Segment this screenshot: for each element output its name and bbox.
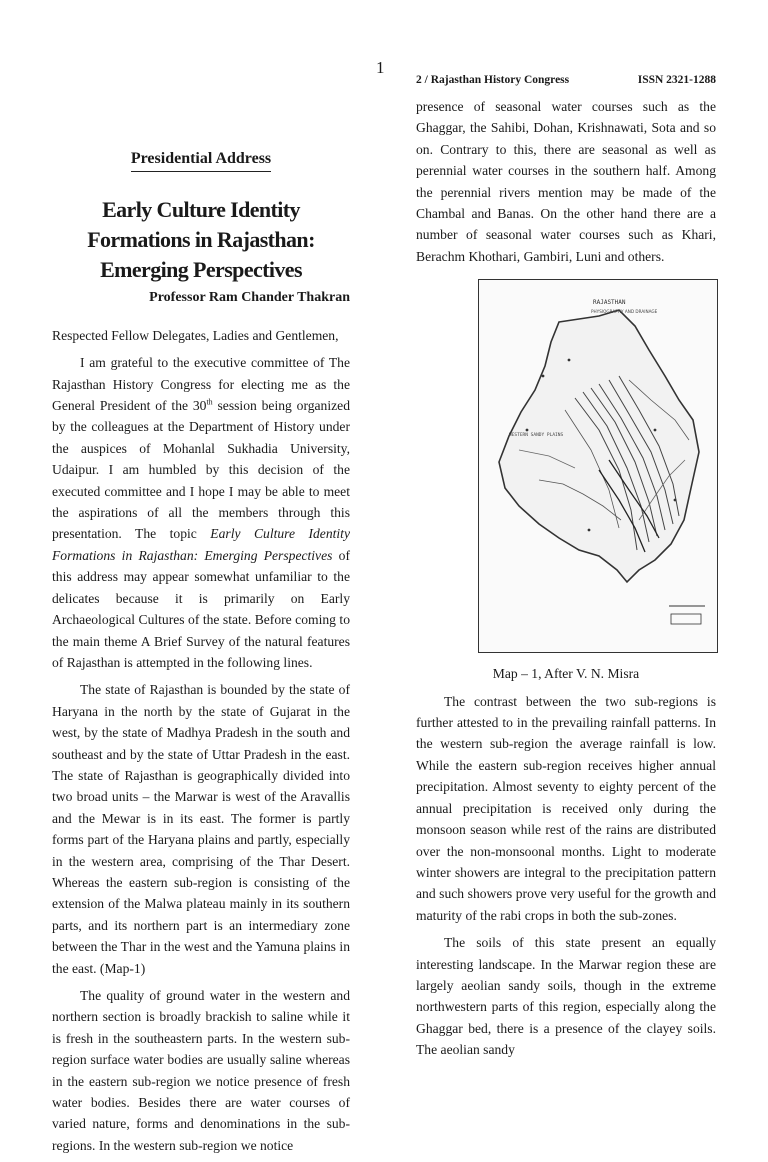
map-subtitle-text: PHYSIOGRAPHY AND DRAINAGE — [591, 309, 658, 315]
running-header — [416, 72, 716, 88]
section-label-text: Presidential Address — [131, 150, 271, 172]
section-label — [52, 148, 350, 169]
paragraph — [52, 352, 350, 673]
running-header-right: ISSN 2321-1288 — [637, 74, 716, 86]
paragraph: The soils of this state present an equally interesting landscape. In the Marwar region these are largely aeolian sandy soils, though in the extreme northwestern parts of this region, especially along the Ghaggar bed, there is a presence of the clayey soils. The aeolian sandy — [416, 935, 716, 1058]
paragraph-text: session being organized by the colleagues at the Department of History under the auspices of Mohanlal Sukhadia University, Udaipur. I am humbled by this decision of the executed committee and I hope I may be able to meet the aspirations of all the members through this presentation. The topic — [52, 398, 350, 542]
map-caption: Map – 1, After V. N. Misra — [492, 666, 640, 682]
paragraph-text: I am grateful to the executive committee of The Rajasthan History Congress for electing me as the General President of the 30 — [52, 355, 350, 414]
left-column — [52, 148, 350, 1162]
rajasthan-map-figure — [478, 279, 718, 653]
paragraph: presence of seasonal water courses such as the Ghaggar, the Sahibi, Dohan, Krishnawati, Sota and so on. Contrary to this, there are seasonal as well as perennial water courses in the southern half. Among the perennial rivers mention may be made of the Chambal and Banas. On the other hand there are a number of seasonal water courses such as Khari, Berachm Khothari, Gambiri, Luni and others. — [416, 99, 716, 264]
paragraph: The state of Rajasthan is bounded by the state of Haryana in the north by the state of Gujarat in the west, by the state of Madhya Pradesh in the south and southeast and by the state of Uttar Pradesh in the east. The state of Rajasthan is geographically divided into two broad units – the Marwar is west of the Aravallis and the Mewar is in its east. The former is partly forms part of the Haryana plains and partly, especially in the western area, comprising of the Thar Desert. Whereas the eastern sub-region is consisting of the extension of the Malwa plateau mainly in its southern parts, and its northern part is an intermediary zone between the Thar in the west and the Yamuna plains in the east. (Map-1) — [52, 682, 350, 976]
paragraph: The contrast between the two sub-regions is further attested to in the prevailing rainfall patterns. In the western sub-region the average rainfall is low. While the eastern sub-region receives higher annual precipitation. Almost seventy to eighty percent of the annual precipitation is received only during the monsoon season while rest of the rains are distributed over the non-monsoonal months. Light to moderate winter showers are integral to the precipitation pattern and such showers prove very useful for the growth and maturity of the rabi crops in both the sub-zones. — [416, 693, 716, 923]
map-title-text: RAJASTHAN — [593, 299, 626, 307]
article-title: Early Culture Identity Formations in Rajasthan: Emerging Perspectives — [87, 197, 315, 283]
map-region-label: WESTERN SANDY PLAINS — [509, 433, 564, 439]
italic-topic: Early Culture Identity Formations in Rajasthan: Emerging Perspectives — [52, 526, 350, 563]
running-header-left: 2 / Rajasthan History Congress — [416, 74, 570, 86]
superscript: th — [206, 397, 213, 407]
map-drawing — [479, 280, 717, 652]
author-name: Professor Ram Chander Thakran — [149, 290, 350, 306]
page-number: 1 — [376, 58, 385, 77]
paragraph-text: of this address may appear somewhat unfamiliar to the delicates because it is primarily on Early Archaeological Cultures of the state. Before coming to the main theme A Brief Survey of the natural features of Rajasthan is attempted in the following lines. — [52, 547, 350, 670]
right-column — [416, 72, 716, 1067]
salutation: Respected Fellow Delegates, Ladies and Gentlemen, — [52, 327, 339, 343]
paragraph: The quality of ground water in the western and northern section is broadly brackish to saline while it is fresh in the southeastern parts. In the western sub-region surface water bodies are usually saline whereas in the eastern sub-region we notice presence of fresh water bodies. Besides there are water courses of varied nature, forms and denominations in the sub-regions. In the western sub-region we notice — [52, 988, 350, 1153]
